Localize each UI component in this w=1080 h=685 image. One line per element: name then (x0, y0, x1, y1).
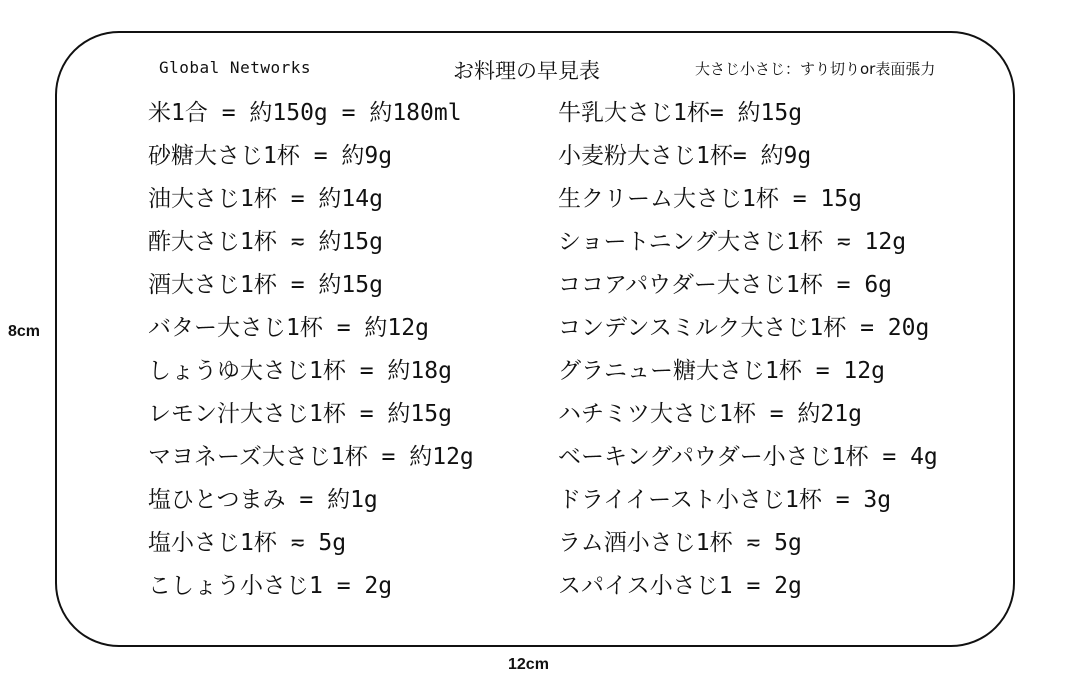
list-item: 塩ひとつまみ = 約1g (148, 487, 378, 513)
list-item: ドライイースト小さじ1杯 = 3g (558, 487, 892, 513)
list-item: 塩小さじ1杯 ≂ 5g (148, 530, 347, 556)
list-item: 酢大さじ1杯 ≂ 約15g (148, 229, 383, 255)
list-item: こしょう小さじ1 = 2g (148, 573, 393, 599)
right-conversion-list (558, 92, 938, 608)
list-item: マヨネーズ大さじ1杯 = 約12g (148, 444, 474, 470)
list-item: グラニュー糖大さじ1杯 = 12g (558, 358, 885, 384)
page-title: お料理の早見表 (453, 59, 600, 83)
list-item: ベーキングパウダー小さじ1杯 = 4g (558, 444, 938, 470)
height-dimension-label: 8cm (8, 323, 41, 340)
list-item: 小麦粉大さじ1杯= 約9g (558, 143, 812, 169)
list-item: 砂糖大さじ1杯 = 約9g (148, 143, 393, 169)
measuring-note: 大さじ小さじ：すり切りor表面張力 (695, 60, 936, 78)
list-item: レモン汁大さじ1杯 = 約15g (148, 401, 452, 427)
width-dimension-label: 12cm (508, 656, 549, 673)
list-item: スパイス小さじ1 = 2g (558, 573, 802, 599)
list-item: ショートニング大さじ1杯 ≂ 12g (558, 229, 907, 255)
list-item: 生クリーム大さじ1杯 = 15g (558, 186, 862, 212)
brand-label: Global Networks (159, 58, 311, 77)
list-item: ラム酒小さじ1杯 ≂ 5g (558, 530, 802, 556)
list-item: コンデンスミルク大さじ1杯 = 20g (558, 315, 930, 341)
list-item: 油大さじ1杯 = 約14g (148, 186, 383, 212)
list-item: 酒大さじ1杯 = 約15g (148, 272, 383, 298)
list-item: ハチミツ大さじ1杯 = 約21g (558, 401, 862, 427)
left-conversion-list (148, 92, 474, 608)
list-item: しょうゆ大さじ1杯 = 約18g (148, 358, 452, 384)
list-item: ココアパウダー大さじ1杯 = 6g (558, 272, 893, 298)
list-item: 米1合 = 約150g = 約180ml (148, 100, 462, 126)
list-item: 牛乳大さじ1杯= 約15g (558, 100, 803, 126)
list-item: バター大さじ1杯 = 約12g (148, 315, 429, 341)
